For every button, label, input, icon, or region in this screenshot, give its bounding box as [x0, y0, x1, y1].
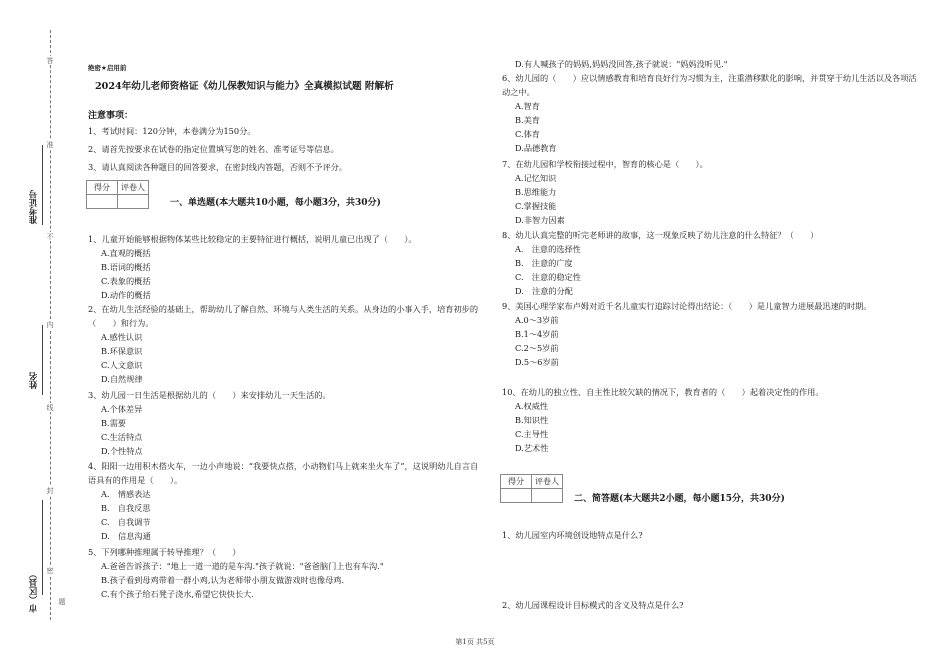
option[interactable]: D.艺术性	[515, 443, 549, 453]
option[interactable]: A.记忆知识	[515, 173, 557, 183]
seal-word: 不	[46, 233, 54, 240]
notice-item: 1、考试时间：120分钟，本卷满分为150分。	[88, 126, 256, 136]
option[interactable]: D. 注意的分配	[515, 286, 573, 296]
option[interactable]: A.感性认识	[101, 332, 143, 342]
question-stem: 5、下列哪种推理属于转导推理？（ ）	[88, 547, 241, 557]
option[interactable]: A. 情感表达	[101, 489, 151, 499]
seal-word: 题	[58, 598, 66, 605]
option[interactable]: B. 自我反思	[101, 503, 151, 513]
reviewer-cell[interactable]	[532, 489, 563, 503]
option[interactable]: B.1～4岁前	[515, 329, 559, 339]
question-stem: 4、阳阳一边用积木搭火车，一边小声地说：“我要快点搭，小动物们马上就来坐火车了”，这说明幼儿自言自语具有的作用是（ ）。	[88, 461, 479, 485]
exam-number-blank[interactable]	[42, 145, 43, 225]
question-stem: 1、儿童开始能够根据物体某些比较稳定的主要特征进行概括，说明儿童已出现了（ ）。	[88, 234, 417, 244]
question-7	[502, 157, 922, 227]
option[interactable]: A.0～3岁前	[515, 315, 559, 325]
option[interactable]: C.生活特点	[101, 432, 143, 442]
section-title-single-choice: 一、单选题(本大题共10小题，每小题3分，共30分)	[170, 198, 381, 208]
score-label: 得分	[501, 475, 532, 489]
page-number: 第1页 共5页	[455, 638, 495, 646]
question-stem: 6、幼儿园的（ ）应以情感教育和培育良好行为习惯为主，注重潜移默化的影响，并贯穿于幼儿生活以及各项活动之中。	[502, 73, 917, 97]
option[interactable]: A.权威性	[515, 401, 549, 411]
binding-margin	[0, 0, 80, 671]
question-3	[88, 388, 486, 458]
seal-word: 密	[46, 567, 54, 574]
score-cell[interactable]	[87, 195, 118, 209]
option[interactable]: C.主导性	[515, 429, 549, 439]
option[interactable]: B.环保意识	[101, 346, 143, 356]
option[interactable]: B.孩子看到母鸡带着一群小鸡,认为老师带小朋友做游戏时也像母鸡.	[101, 575, 345, 585]
option[interactable]: D.自然规律	[101, 374, 143, 384]
option[interactable]: B.美育	[515, 115, 540, 125]
score-box	[500, 474, 563, 503]
seal-word: 封	[46, 487, 54, 494]
score-cell[interactable]	[501, 489, 532, 503]
notice-heading: 注意事项：	[88, 111, 134, 121]
reviewer-label: 评卷人	[118, 181, 149, 195]
option[interactable]: C. 自我调节	[101, 517, 151, 527]
question-8	[502, 228, 922, 298]
question-4	[88, 459, 486, 543]
score-label: 得分	[87, 181, 118, 195]
notice-item: 2、请首先按要求在试卷的指定位置填写您的姓名、准考证号等信息。	[88, 144, 339, 154]
option[interactable]: A. 注意的选择性	[515, 244, 581, 254]
option[interactable]: A.爸爸告诉孩子："地上一道一道的是车沟."孩子就说："爸爸脑门上也有车沟."	[101, 561, 384, 571]
option[interactable]: C.体育	[515, 129, 540, 139]
option[interactable]: C.表象的概括	[101, 276, 151, 286]
option[interactable]: B. 注意的广度	[515, 258, 573, 268]
question-stem: 9、美国心理学家布卢姆对近千名儿童实行追踪讨论得出结论：（ ）是儿童智力进展最迅速的时期。	[502, 301, 872, 311]
option[interactable]: C.掌握技能	[515, 201, 557, 211]
option[interactable]: D.动作的概括	[101, 290, 151, 300]
option[interactable]: C.有个孩子给石凳子浇水,希望它快快长大.	[101, 589, 254, 599]
section-title-short-answer: 二、简答题(本大题共2小题，每小题15分，共30分)	[574, 494, 785, 504]
option[interactable]: D. 信息沟通	[101, 531, 151, 541]
option[interactable]: D.个性特点	[101, 446, 143, 456]
district-blank[interactable]	[42, 500, 43, 595]
question-5-continued	[502, 57, 922, 71]
question-9	[502, 299, 922, 369]
option[interactable]: A.个体差异	[101, 404, 143, 414]
question-stem: 7、在幼儿园和学校衔接过程中，智育的核心是（ ）。	[502, 159, 708, 169]
option[interactable]: B.语词的概括	[101, 262, 151, 272]
option[interactable]: D.5～6岁前	[515, 357, 559, 367]
option[interactable]: D.有人喊孩子的妈妈,妈妈没回答,孩子就说："妈妈没听见."	[515, 59, 728, 69]
option[interactable]: C. 注意的稳定性	[515, 272, 581, 282]
option[interactable]: D.品德教育	[515, 143, 557, 153]
option[interactable]: D.非智力因素	[515, 215, 565, 225]
short-answer-1: 1、幼儿园室内环境创设地特点是什么?	[502, 530, 643, 540]
name-blank[interactable]	[42, 325, 43, 395]
option[interactable]: B.知识性	[515, 415, 549, 425]
district-label: 市（区县）	[29, 570, 39, 613]
question-2	[88, 302, 486, 386]
exam-number-label: 准考证号	[29, 190, 39, 224]
notice-item: 3、请认真阅读各种题目的回答要求，在密封线内答题，否则不予评分。	[88, 162, 348, 172]
question-10	[502, 385, 922, 455]
question-5	[88, 545, 498, 601]
secret-mark: 绝密★启用前	[88, 64, 127, 72]
seal-word: 答	[46, 57, 54, 64]
question-stem: 3、幼儿园一日生活是根据幼儿的（ ）来安排幼儿一天生活的。	[88, 390, 331, 400]
option[interactable]: C.2～5岁前	[515, 343, 559, 353]
question-stem: 10、在幼儿的独立性、自主性比较欠缺的情况下，教育者的（ ）起着决定性的作用。	[502, 387, 824, 397]
question-6	[502, 71, 922, 155]
reviewer-label: 评卷人	[532, 475, 563, 489]
question-stem: 8、幼儿认真完整的听完老师讲的故事，这一现象反映了幼儿注意的什么特征？（ ）	[502, 230, 819, 240]
seal-word: 准	[46, 141, 54, 148]
seal-word: 内	[46, 321, 54, 328]
option[interactable]: A.智育	[515, 101, 540, 111]
score-box	[86, 180, 149, 209]
option[interactable]: A.直观的概括	[101, 248, 151, 258]
short-answer-2: 2、幼儿园课程设计目标模式的含义及特点是什么?	[502, 600, 684, 610]
option[interactable]: C.人文意识	[101, 360, 143, 370]
name-label: 姓名	[29, 372, 39, 389]
exam-title: 2024年幼儿老师资格证《幼儿保教知识与能力》全真模拟试题 附解析	[95, 81, 394, 92]
reviewer-cell[interactable]	[118, 195, 149, 209]
question-stem: 2、在幼儿生活经验的基础上，帮助幼儿了解自然、环境与人类生活的关系。从身边的小事入手，培育初步的（ ）和行为。	[88, 304, 479, 328]
option[interactable]: B.需要	[101, 418, 126, 428]
seal-word: 线	[46, 404, 54, 411]
question-1	[88, 232, 486, 302]
option[interactable]: B.思维能力	[515, 187, 557, 197]
